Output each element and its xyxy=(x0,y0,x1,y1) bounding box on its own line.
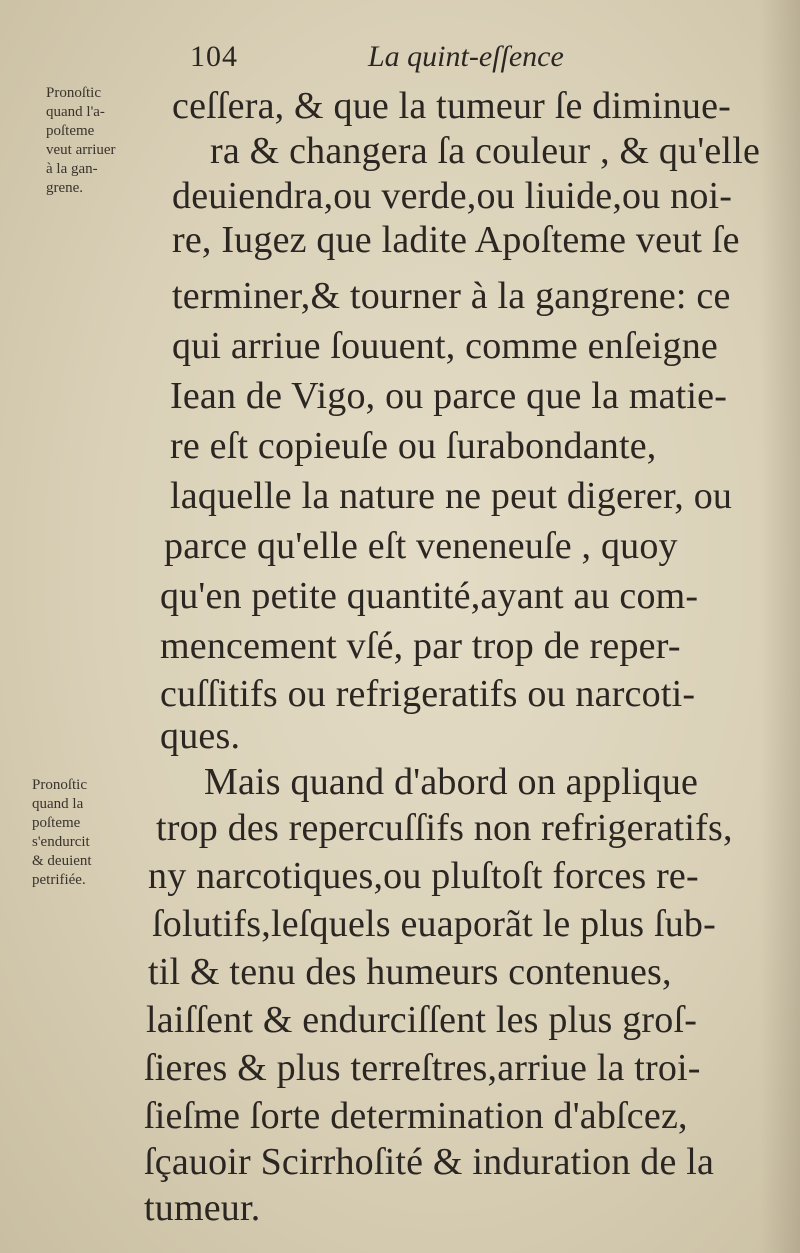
marginal-note-line: s'endurcit xyxy=(32,834,90,850)
text-line: laquelle la nature ne peut digerer, ou xyxy=(170,475,733,517)
text-line: mencement vſé, par trop de reper- xyxy=(160,625,681,667)
text-line: ra & changera ſa couleur , & qu'elle xyxy=(210,130,761,172)
text-line: qu'en petite quantité,ayant au com- xyxy=(160,575,699,617)
text-line: ques. xyxy=(160,715,241,757)
text-line: re, Iugez que ladite Apoſteme veut ſe xyxy=(172,219,740,261)
marginal-note-line: poſteme xyxy=(32,815,81,831)
page-number: 104 xyxy=(190,40,238,73)
text-line: ſieres & plus terreſtres,arriue la troi- xyxy=(144,1047,701,1089)
text-line: til & tenu des humeurs contenues, xyxy=(148,951,672,993)
marginal-note-petrification xyxy=(32,776,150,890)
marginal-note-line: grene. xyxy=(46,180,84,196)
text-line: trop des repercuſſifs non refrigeratifs, xyxy=(156,807,733,849)
text-line: deuiendra,ou verde,ou liuide,ou noi- xyxy=(172,175,733,217)
text-line: Mais quand d'abord on applique xyxy=(204,761,699,803)
text-line: ceſſera, & que la tumeur ſe diminue- xyxy=(172,85,732,127)
text-line: parce qu'elle eſt veneneuſe , quoy xyxy=(164,525,678,567)
marginal-note-line: poſteme xyxy=(46,123,95,139)
text-line: ny narcotiques,ou pluſtoſt forces re- xyxy=(148,855,699,897)
marginal-note-gangrene xyxy=(46,84,164,198)
text-line: ſieſme ſorte determination d'abſcez, xyxy=(144,1095,688,1137)
text-line: tumeur. xyxy=(144,1187,261,1229)
marginal-note-line: Pronoſtic xyxy=(32,777,87,793)
text-line: cuſſitifs ou refrigeratifs ou narcoti- xyxy=(160,673,696,715)
text-line: re eſt copieuſe ou ſurabondante, xyxy=(170,425,657,467)
marginal-note-line: à la gan- xyxy=(46,161,98,177)
text-line: Iean de Vigo, ou parce que la matie- xyxy=(170,375,728,417)
running-title: La quint-eſſence xyxy=(368,40,564,73)
text-line: terminer,& tourner à la gangrene: ce xyxy=(172,275,731,317)
marginal-note-line: Pronoſtic xyxy=(46,85,101,101)
marginal-note-line: quand la xyxy=(32,796,84,812)
text-line: ſolutifs,leſquels euaporãt le plus ſub- xyxy=(152,903,716,945)
text-line: qui arriue ſouuent, comme enſeigne xyxy=(172,325,718,367)
text-line: ſçauoir Scirrhoſité & induration de la xyxy=(144,1141,715,1183)
page-header xyxy=(190,40,750,84)
text-line: laiſſent & endurciſſent les plus groſ- xyxy=(146,999,698,1041)
marginal-note-line: petrifiée. xyxy=(32,872,86,888)
marginal-note-line: quand l'a- xyxy=(46,104,105,120)
marginal-note-line: & deuient xyxy=(32,853,92,869)
marginal-note-line: veut arriuer xyxy=(46,142,116,158)
